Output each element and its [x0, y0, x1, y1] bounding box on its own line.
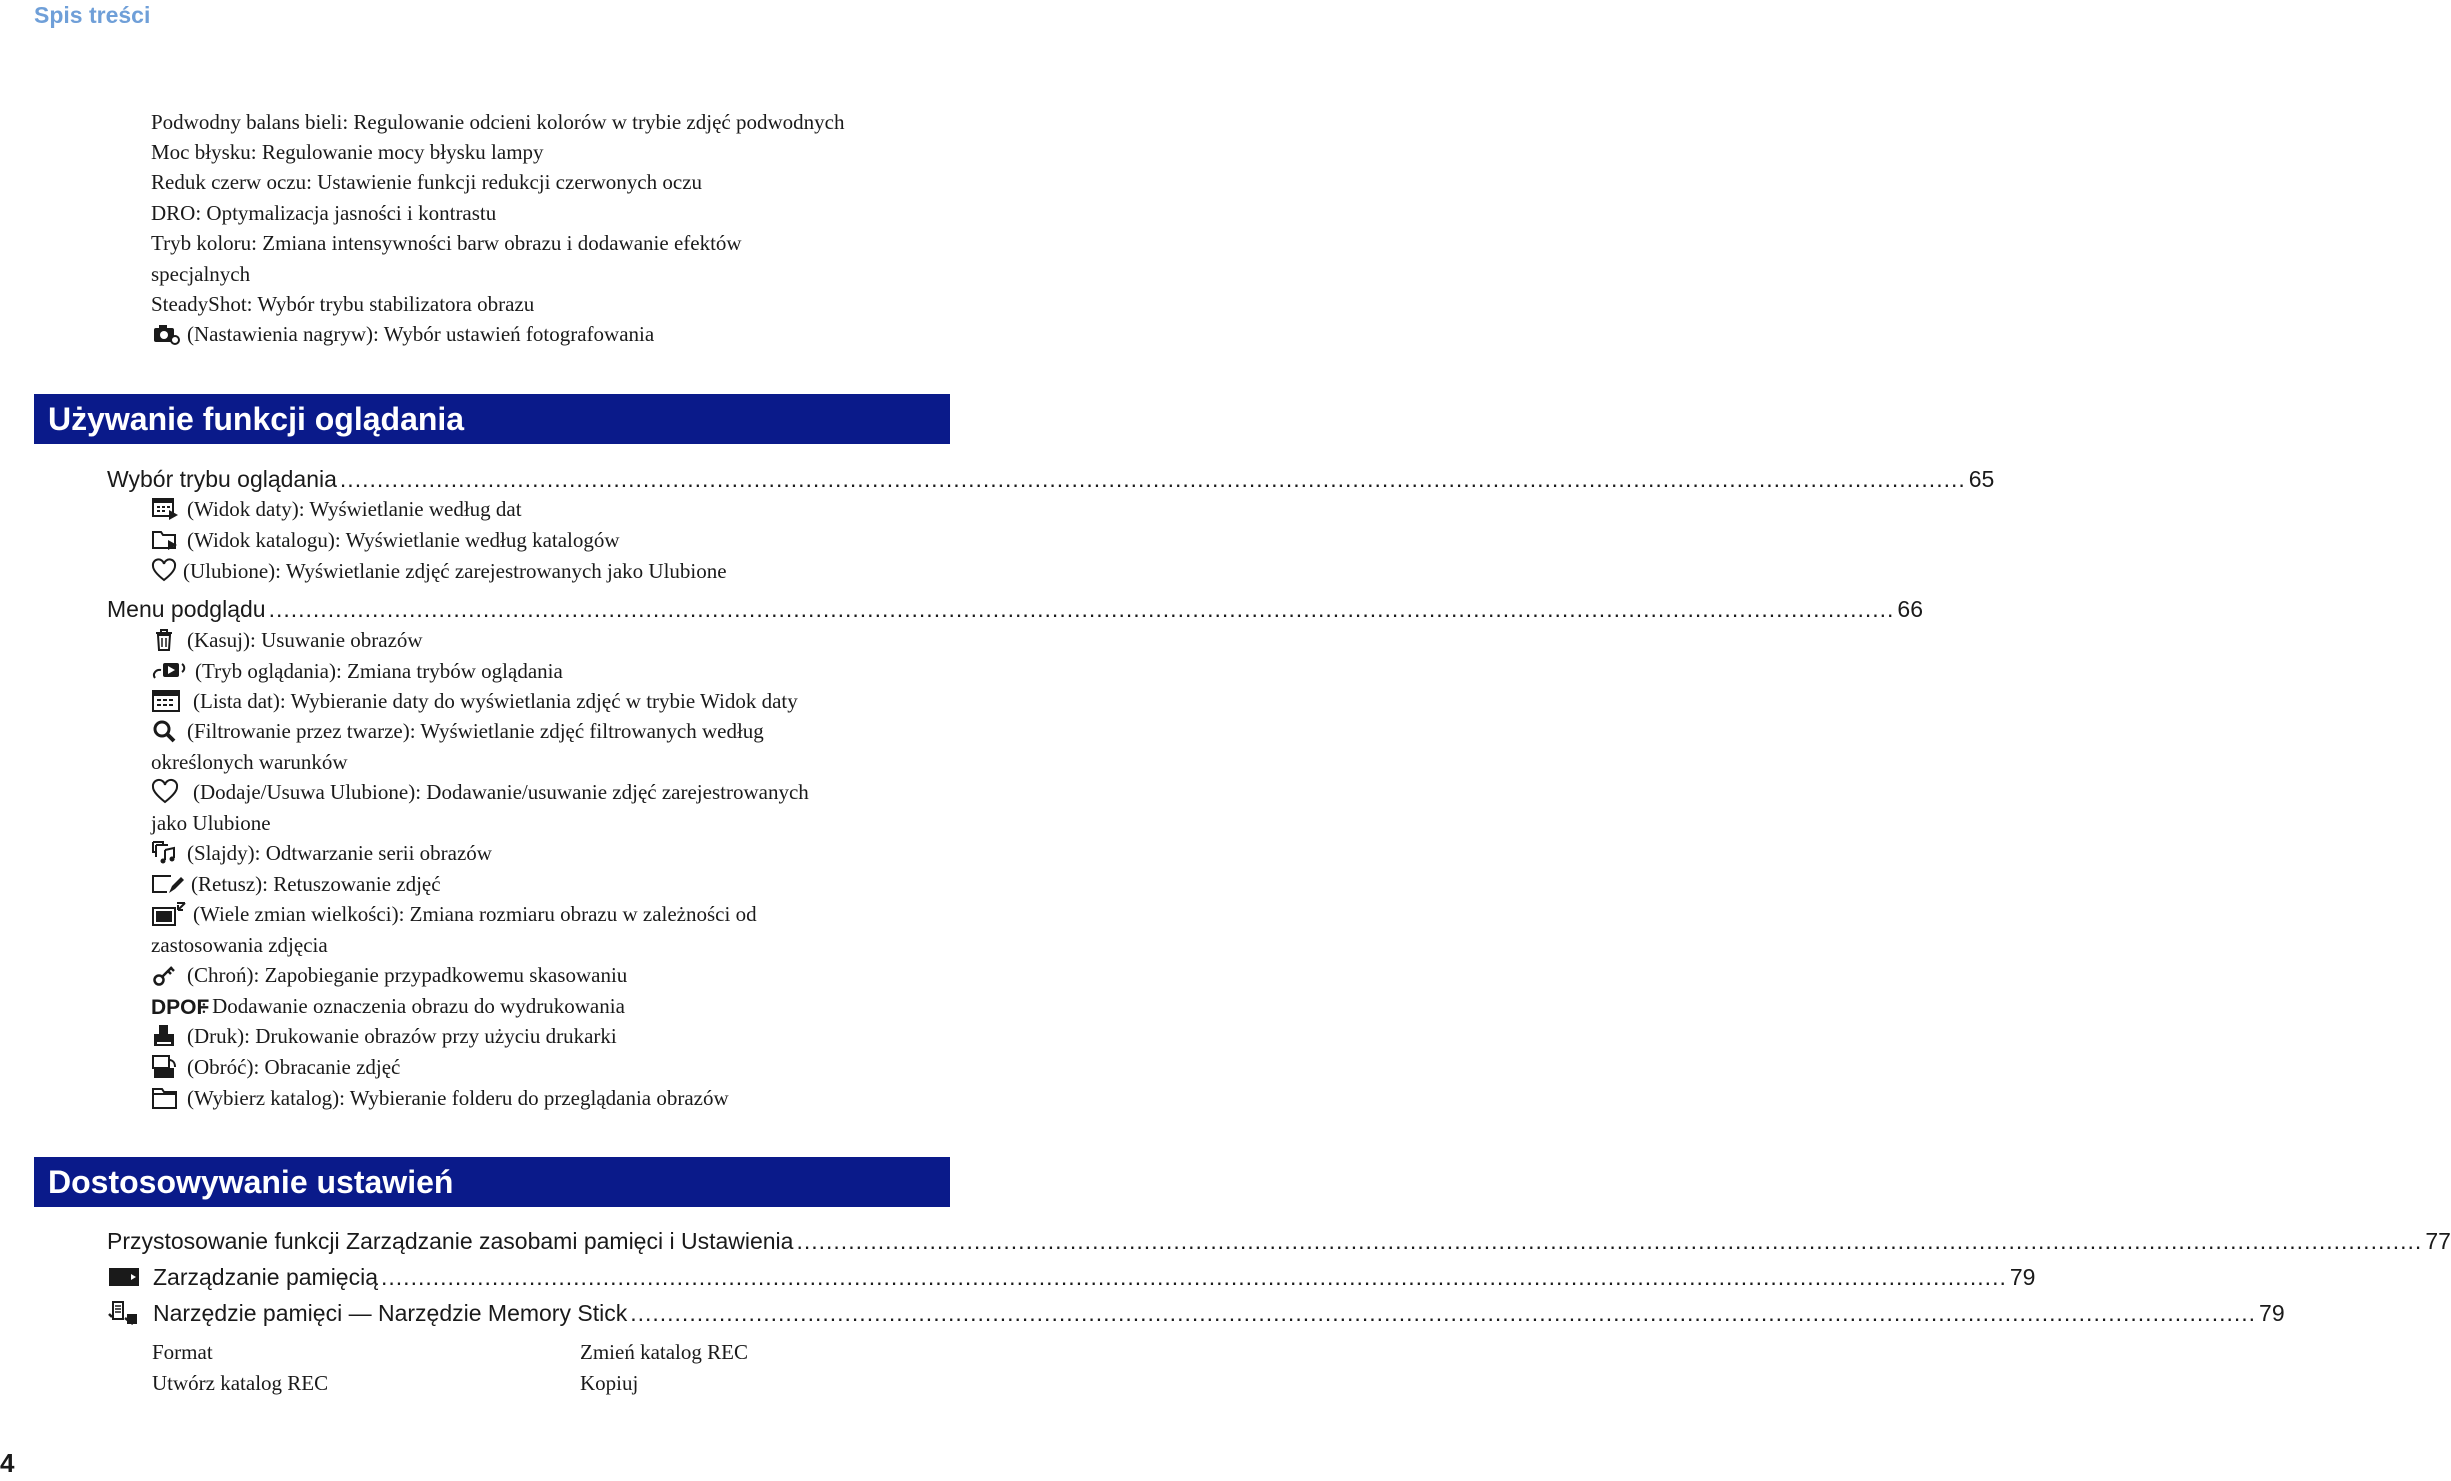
- toc-item[interactable]: [151, 777, 809, 807]
- toc-item[interactable]: [151, 656, 563, 686]
- folder-view-icon: [151, 527, 181, 553]
- toc-entry-title: Wybór trybu oglądania: [107, 466, 337, 492]
- toc-item[interactable]: [151, 494, 522, 524]
- section-header-viewing: Używanie funkcji oglądania: [34, 394, 950, 444]
- trash-icon: [151, 627, 181, 653]
- camera-settings-icon: [151, 321, 181, 347]
- favorites-heart-icon: [151, 558, 177, 584]
- page-number: 65: [1968, 466, 1995, 492]
- section-header-settings: Dostosowywanie ustawień: [34, 1157, 950, 1207]
- toc-entry-playback-menu[interactable]: [107, 594, 1924, 624]
- toc-item-label: (Druk): Drukowanie obrazów przy użyciu drukarki: [187, 1024, 617, 1048]
- toc-item[interactable]: [151, 686, 798, 716]
- toc-item[interactable]: [151, 625, 423, 655]
- dpof-icon: [151, 993, 210, 1019]
- memory-card-icon: [107, 1264, 141, 1290]
- toc-item-label: (Ulubione): Wyświetlanie zdjęć zarejestrowanych jako Ulubione: [183, 559, 727, 583]
- toc-item[interactable]: [151, 960, 627, 990]
- date-view-icon: [151, 496, 181, 522]
- toc-item[interactable]: DRO: Optymalizacja jasności i kontrastu: [151, 201, 497, 225]
- toc-entry-title: Narzędzie pamięci — Narzędzie Memory Stick: [153, 1300, 628, 1326]
- settings-subitem[interactable]: Format: [152, 1340, 213, 1364]
- folder-icon: [151, 1085, 181, 1111]
- toc-item-label: (Dodaje/Usuwa Ulubione): Dodawanie/usuwanie zdjęć zarejestrowanych: [193, 780, 809, 804]
- page-number: 79: [2009, 1264, 2036, 1290]
- settings-subitem[interactable]: Utwórz katalog REC: [152, 1371, 329, 1395]
- toc-item-shooting-settings[interactable]: [151, 319, 654, 349]
- magnifier-icon: [151, 718, 181, 744]
- toc-item-continuation: określonych warunków: [151, 750, 348, 774]
- print-icon: [151, 1023, 181, 1049]
- memory-tool-icon: [107, 1300, 141, 1326]
- svg-text:DPOF: DPOF: [151, 996, 210, 1019]
- toc-item-label: (Wiele zmian wielkości): Zmiana rozmiaru obrazu w zależności od: [193, 902, 757, 926]
- rotate-icon: [151, 1054, 181, 1080]
- toc-item-label: (Filtrowanie przez twarze): Wyświetlanie zdjęć filtrowanych według: [187, 719, 764, 743]
- toc-item-label: (Tryb oglądania): Zmiana trybów oglądania: [195, 659, 563, 683]
- toc-item[interactable]: [151, 991, 625, 1021]
- multi-resize-icon: [151, 901, 187, 927]
- toc-item-label: (Slajdy): Odtwarzanie serii obrazów: [187, 841, 492, 865]
- toc-item[interactable]: SteadyShot: Wybór trybu stabilizatora obrazu: [151, 292, 535, 316]
- toc-item-continuation: zastosowania zdjęcia: [151, 933, 328, 957]
- toc-item-label: (Lista dat): Wybieranie daty do wyświetlania zdjęć w trybie Widok daty: [193, 689, 798, 713]
- toc-entry-title: Menu podglądu: [107, 596, 266, 622]
- toc-item[interactable]: [151, 525, 620, 555]
- toc-item[interactable]: [151, 869, 441, 899]
- toc-item-continuation: specjalnych: [151, 262, 251, 286]
- toc-item-label: (Chroń): Zapobieganie przypadkowemu skasowaniu: [187, 963, 628, 987]
- settings-subitem[interactable]: Kopiuj: [580, 1371, 639, 1395]
- page-number-footer: 4: [0, 1448, 15, 1478]
- toc-item[interactable]: Moc błysku: Regulowanie mocy błysku lampy: [151, 140, 544, 164]
- toc-item-label: (Kasuj): Usuwanie obrazów: [187, 628, 423, 652]
- page-number: 79: [2259, 1300, 2285, 1326]
- toc-item[interactable]: [151, 716, 764, 746]
- leader-dots: [340, 464, 1966, 494]
- toc-item-label: (Nastawienia nagryw): Wybór ustawień fotografowania: [187, 322, 655, 346]
- toc-entry-memory-tool[interactable]: [107, 1298, 2285, 1328]
- toc-entry-title: Przystosowanie funkcji Zarządzanie zasobami pamięci i Ustawienia: [107, 1228, 794, 1254]
- toc-item-label: (Wybierz katalog): Wybieranie folderu do przeglądania obrazów: [187, 1086, 729, 1110]
- heart-icon: [151, 779, 187, 805]
- toc-entry-customize[interactable]: [107, 1226, 2451, 1256]
- view-mode-icon: [151, 658, 189, 684]
- key-protect-icon: [151, 962, 181, 988]
- calendar-list-icon: [151, 688, 187, 714]
- leader-dots: [630, 1298, 2256, 1328]
- leader-dots: [269, 594, 1895, 624]
- page-header-title: Spis treści: [34, 2, 151, 28]
- toc-item[interactable]: Podwodny balans bieli: Regulowanie odcieni kolorów w trybie zdjęć podwodnych: [151, 110, 845, 134]
- toc-item[interactable]: Reduk czerw oczu: Ustawienie funkcji redukcji czerwonych oczu: [151, 170, 703, 194]
- slideshow-music-icon: [151, 840, 181, 866]
- toc-item[interactable]: Tryb koloru: Zmiana intensywności barw obrazu i dodawanie efektów: [151, 231, 742, 255]
- toc-item-continuation: jako Ulubione: [151, 811, 271, 835]
- retouch-pencil-icon: [151, 871, 185, 897]
- toc-entry-memory-management[interactable]: [107, 1262, 2036, 1292]
- toc-item-label: (Obróć): Obracanie zdjęć: [187, 1055, 401, 1079]
- toc-entry-view-mode[interactable]: [107, 464, 1995, 494]
- page-number: 77: [2425, 1228, 2451, 1254]
- toc-item-label: (Retusz): Retuszowanie zdjęć: [191, 872, 441, 896]
- toc-item[interactable]: [151, 1083, 729, 1113]
- leader-dots: [381, 1262, 2007, 1292]
- toc-item[interactable]: [151, 1052, 400, 1082]
- toc-entry-title: Zarządzanie pamięcią: [153, 1264, 379, 1290]
- toc-item-label: (Widok katalogu): Wyświetlanie według katalogów: [187, 528, 620, 552]
- toc-item[interactable]: [151, 556, 727, 586]
- toc-item[interactable]: [151, 838, 492, 868]
- leader-dots: [796, 1226, 2422, 1256]
- settings-subitem[interactable]: Zmień katalog REC: [580, 1340, 748, 1364]
- toc-item[interactable]: [151, 899, 757, 929]
- toc-item-label: (Widok daty): Wyświetlanie według dat: [187, 497, 522, 521]
- page-number: 66: [1897, 596, 1924, 622]
- toc-item[interactable]: [151, 1021, 617, 1051]
- toc-item-label: : Dodawanie oznaczenia obrazu do wydrukowania: [201, 994, 625, 1018]
